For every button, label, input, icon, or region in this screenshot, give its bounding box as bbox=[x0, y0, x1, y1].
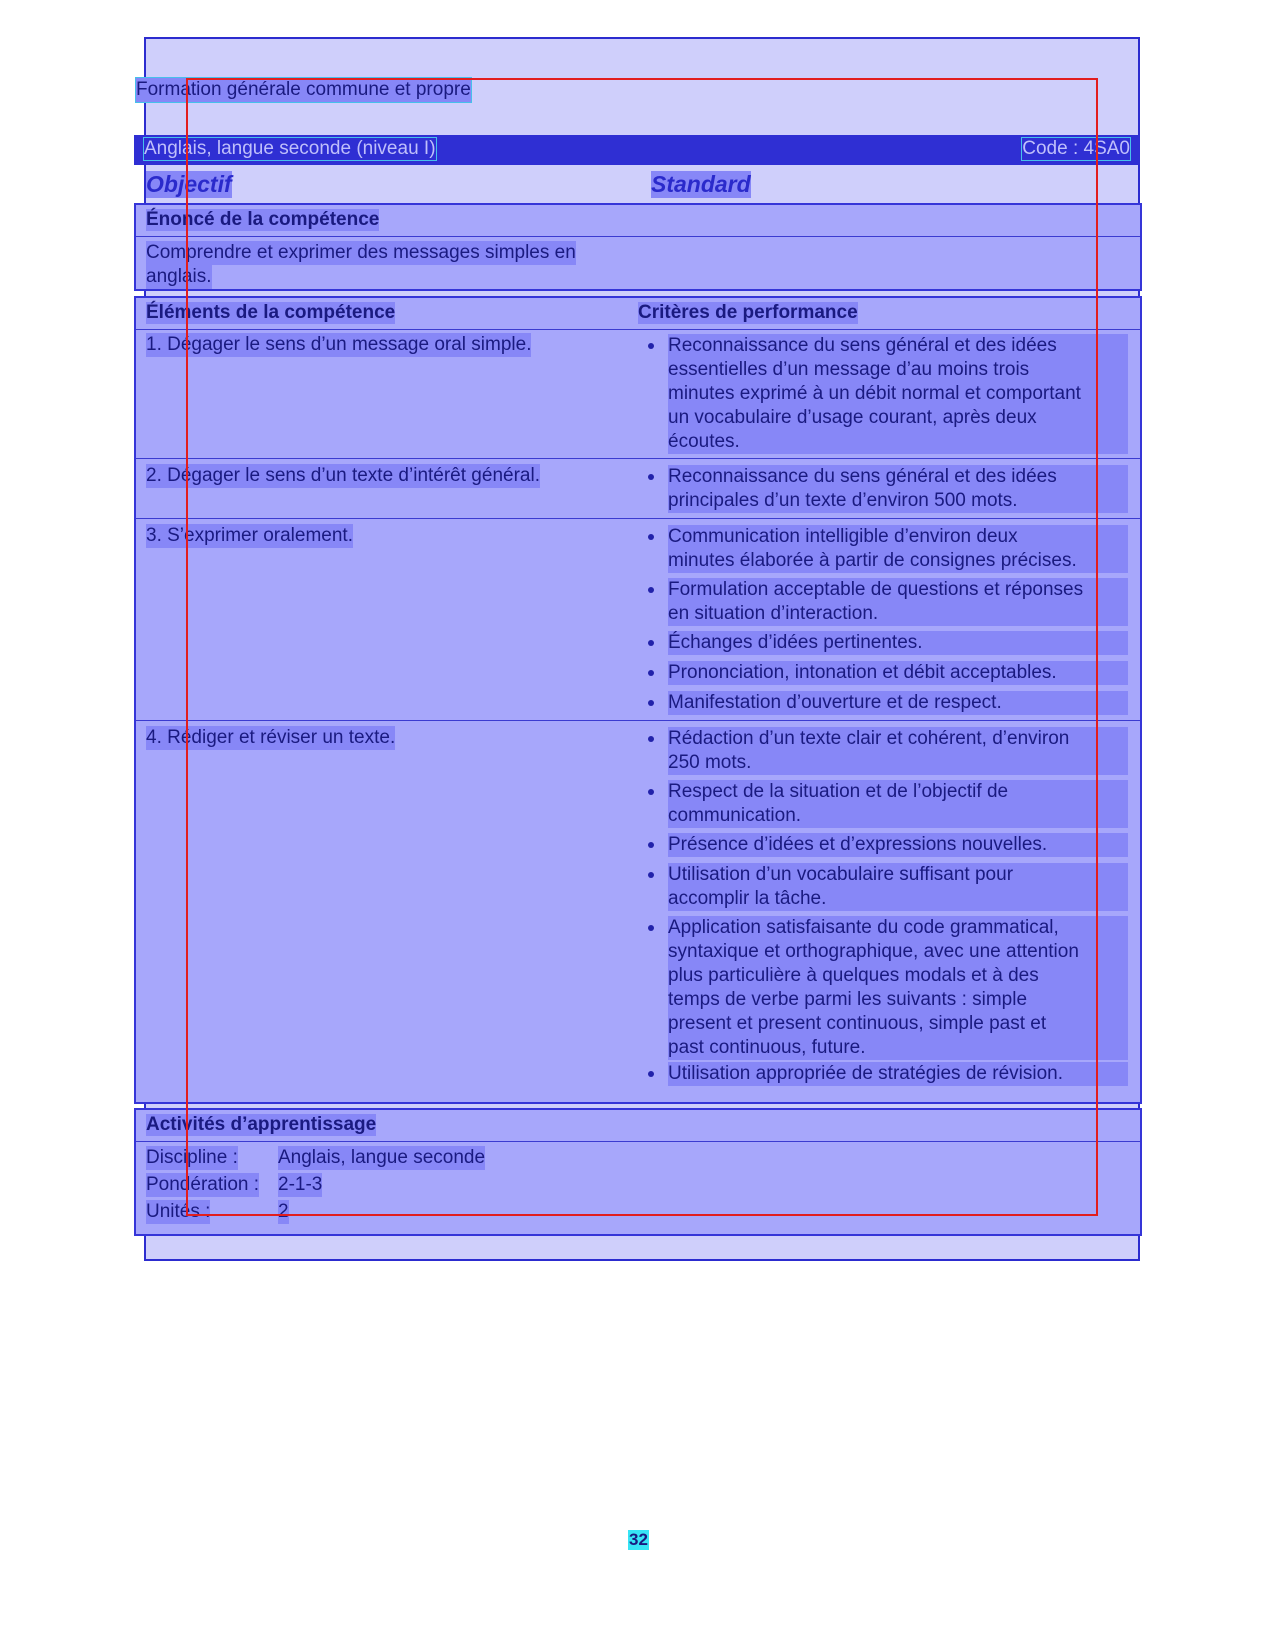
units-label: Unités : bbox=[146, 1201, 211, 1222]
bullet-icon bbox=[648, 736, 654, 742]
elements-column-header: Éléments de la compétence bbox=[146, 302, 396, 323]
criterion-1-1: Reconnaissance du sens général et des idées essentielles d’un message d’au moins trois minutes exprimé à un débit normal et comportant un vocabulaire d’usage courant, après deux écoutes. bbox=[668, 334, 1128, 454]
bullet-icon bbox=[648, 1071, 654, 1077]
element-3: 3. S’exprimer oralement. bbox=[146, 525, 353, 546]
criterion-4-1: Rédaction d’un texte clair et cohérent, d’environ 250 mots. bbox=[668, 727, 1128, 775]
objective-label: Objectif bbox=[146, 171, 232, 197]
discipline-value: Anglais, langue seconde bbox=[278, 1147, 486, 1168]
bullet-icon bbox=[648, 789, 654, 795]
element-2: 2. Dégager le sens d’un texte d’intérêt général. bbox=[146, 465, 540, 486]
element-1: 1. Dégager le sens d’un message oral simple. bbox=[146, 334, 532, 355]
competency-section bbox=[134, 203, 1142, 291]
document-page bbox=[136, 37, 1140, 1261]
criterion-3-4: Prononciation, intonation et débit acceptables. bbox=[668, 661, 1128, 685]
elements-criteria-table bbox=[134, 296, 1142, 1104]
bullet-icon bbox=[648, 700, 654, 706]
criterion-4-6: Utilisation appropriée de stratégies de révision. bbox=[668, 1062, 1128, 1086]
course-title: Anglais, langue seconde (niveau I) bbox=[144, 138, 436, 159]
bullet-icon bbox=[648, 343, 654, 349]
bullet-icon bbox=[648, 534, 654, 540]
criterion-2-1: Reconnaissance du sens général et des idées principales d’un texte d’environ 500 mots. bbox=[668, 465, 1128, 513]
activities-section bbox=[134, 1108, 1142, 1236]
discipline-label: Discipline : bbox=[146, 1147, 238, 1168]
criterion-4-2: Respect de la situation et de l’objectif de communication. bbox=[668, 780, 1128, 828]
criterion-4-5: Application satisfaisante du code grammatical, syntaxique et orthographique, avec une attention plus particulière à quelques modals et à des temps de verbe parmi les suivants : simple present et present continuous, simple past et past continuous, future. bbox=[668, 916, 1128, 1060]
criterion-3-2: Formulation acceptable de questions et réponses en situation d’interaction. bbox=[668, 578, 1128, 626]
standard-label: Standard bbox=[651, 171, 751, 197]
page-number: 32 bbox=[629, 1530, 648, 1549]
bullet-icon bbox=[648, 474, 654, 480]
course-code: Code : 4SA0 bbox=[1022, 138, 1130, 159]
element-4: 4. Rédiger et réviser un texte. bbox=[146, 727, 396, 748]
activities-heading: Activités d’apprentissage bbox=[146, 1114, 377, 1135]
course-header-bar bbox=[134, 135, 1140, 165]
criterion-3-3: Échanges d’idées pertinentes. bbox=[668, 631, 1128, 655]
criterion-4-4: Utilisation d’un vocabulaire suffisant pour accomplir la tâche. bbox=[668, 863, 1128, 911]
weighting-label: Pondération : bbox=[146, 1174, 260, 1195]
section-title: Formation générale commune et propre bbox=[136, 79, 471, 100]
units-value: 2 bbox=[278, 1201, 289, 1222]
criterion-4-3: Présence d’idées et d’expressions nouvelles. bbox=[668, 833, 1128, 857]
competency-heading: Énoncé de la compétence bbox=[146, 209, 380, 230]
bullet-icon bbox=[648, 670, 654, 676]
bullet-icon bbox=[648, 640, 654, 646]
criterion-3-5: Manifestation d’ouverture et de respect. bbox=[668, 691, 1128, 715]
competency-statement-line-1: Comprendre et exprimer des messages simples en bbox=[146, 242, 576, 263]
criteria-column-header: Critères de performance bbox=[638, 302, 858, 323]
criterion-3-1: Communication intelligible d’environ deux minutes élaborée à partir de consignes précises. bbox=[668, 525, 1128, 573]
bullet-icon bbox=[648, 842, 654, 848]
bullet-icon bbox=[648, 872, 654, 878]
bullet-icon bbox=[648, 587, 654, 593]
bullet-icon bbox=[648, 925, 654, 931]
competency-statement-line-2: anglais. bbox=[146, 266, 212, 287]
weighting-value: 2-1-3 bbox=[278, 1174, 323, 1195]
